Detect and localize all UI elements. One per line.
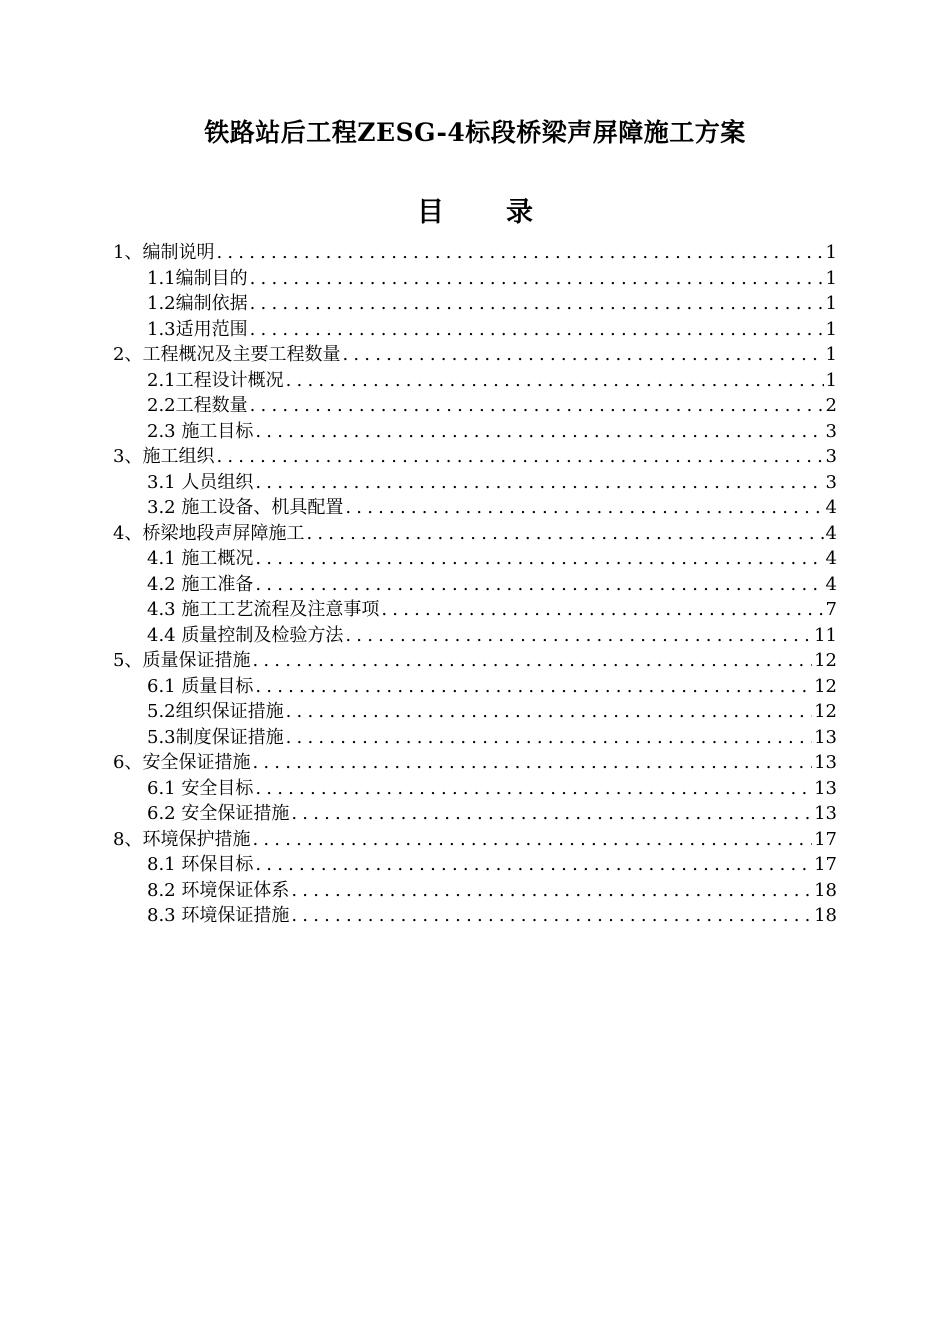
toc-entry[interactable] [113,674,837,700]
toc-heading [0,190,950,229]
toc-entry-label: 1、编制说明 [113,242,215,263]
toc-entry[interactable] [113,444,837,470]
toc-entry-label: 3、施工组织 [113,446,215,467]
toc-entry-page: 4 [825,522,837,544]
toc-entry-label: 1.2编制依据 [147,293,248,314]
toc-entry-label: 2.1工程设计概况 [147,369,284,391]
toc-entry-label: 4.1 施工概况 [147,548,254,569]
toc-entry[interactable] [113,776,837,802]
toc-entry-label: 4.2 施工准备 [147,573,254,595]
toc-leader-dots [291,903,812,929]
toc-leader-dots [291,801,812,827]
toc-entry-page: 12 [814,701,837,722]
toc-entry-page: 12 [814,675,837,697]
toc-entry-label: 8.1 环保目标 [147,854,254,875]
toc-entry-page: 17 [814,854,837,875]
toc-entry-label: 2、工程概况及主要工程数量 [113,344,341,365]
toc-entry[interactable] [113,903,837,929]
toc-entry[interactable] [113,470,837,496]
toc-entry[interactable] [113,699,837,725]
toc-entry[interactable] [113,546,837,572]
toc-entry[interactable] [113,240,837,266]
toc-leader-dots [255,776,812,802]
toc-entry[interactable] [113,750,837,776]
toc-entry-page: 1 [825,293,837,314]
toc-entry[interactable] [113,266,837,292]
toc-entry[interactable] [113,623,837,649]
toc-leader-dots [255,419,823,445]
toc-entry-page: 13 [814,752,837,773]
toc-entry-label: 6.1 安全目标 [147,777,254,799]
toc-entry-page: 4 [825,497,837,518]
table-of-contents [113,240,837,929]
toc-entry-label: 3.2 施工设备、机具配置 [147,497,344,518]
toc-heading-char-2: 录 [506,197,533,228]
toc-leader-dots [255,674,812,700]
toc-entry[interactable] [113,368,837,394]
toc-entry[interactable] [113,725,837,751]
toc-leader-dots [345,495,823,521]
toc-entry-label: 6.2 安全保证措施 [147,803,290,824]
toc-entry-page: 7 [825,599,837,620]
toc-entry-page: 4 [825,573,837,595]
toc-leader-dots [286,699,812,725]
toc-entry[interactable] [113,597,837,623]
toc-entry-page: 1 [825,344,837,365]
toc-entry-page: 3 [825,420,837,442]
toc-entry-page: 3 [825,471,837,493]
toc-entry-page: 13 [814,803,837,824]
toc-entry-page: 1 [825,267,837,289]
toc-entry[interactable] [113,291,837,317]
toc-entry-label: 6.1 质量目标 [147,675,254,697]
toc-entry-page: 1 [825,369,837,391]
toc-entry[interactable] [113,419,837,445]
toc-entry[interactable] [113,878,837,904]
toc-entry-label: 5、质量保证措施 [113,650,251,671]
toc-entry-page: 17 [814,828,837,850]
toc-entry-label: 3.1 人员组织 [147,471,254,493]
toc-leader-dots [342,342,823,368]
toc-leader-dots [216,240,823,266]
toc-entry[interactable] [113,317,837,343]
toc-entry-label: 8.3 环境保证措施 [147,905,290,926]
toc-leader-dots [250,266,824,292]
toc-entry-page: 11 [814,624,837,646]
toc-leader-dots [250,317,824,343]
toc-entry-label: 4.3 施工工艺流程及注意事项 [147,599,380,620]
toc-entry[interactable] [113,648,837,674]
toc-entry-label: 4、桥梁地段声屏障施工 [113,522,305,544]
toc-entry-page: 4 [825,548,837,569]
toc-entry[interactable] [113,521,837,547]
toc-entry-label: 8、环境保护措施 [113,828,251,850]
toc-entry[interactable] [113,827,837,853]
toc-entry-label: 5.3制度保证措施 [147,726,284,748]
toc-entry-page: 3 [825,446,837,467]
toc-leader-dots [286,368,824,394]
toc-leader-dots [255,546,823,572]
toc-entry-label: 6、安全保证措施 [113,752,251,773]
toc-leader-dots [345,623,812,649]
toc-leader-dots [252,750,812,776]
toc-entry-label: 2.3 施工目标 [147,420,254,442]
toc-entry[interactable] [113,393,837,419]
toc-entry-page: 1 [825,318,837,340]
toc-entry-page: 1 [825,242,837,263]
toc-leader-dots [252,827,812,853]
toc-leader-dots [250,393,824,419]
toc-entry[interactable] [113,572,837,598]
toc-entry[interactable] [113,801,837,827]
toc-leader-dots [306,521,823,547]
toc-entry[interactable] [113,495,837,521]
toc-leader-dots [216,444,823,470]
toc-leader-dots [381,597,823,623]
toc-leader-dots [291,878,812,904]
toc-entry[interactable] [113,342,837,368]
toc-entry-page: 18 [814,879,837,901]
toc-entry-page: 2 [825,395,837,416]
toc-entry-label: 1.3适用范围 [147,318,248,340]
document-title: 铁路站后工程ZESG-4标段桥梁声屏障施工方案 [204,118,746,147]
toc-entry-label: 1.1编制目的 [147,267,248,289]
toc-leader-dots [255,572,823,598]
toc-entry-page: 18 [814,905,837,926]
toc-leader-dots [286,725,812,751]
toc-leader-dots [250,291,824,317]
toc-entry-label: 2.2工程数量 [147,395,248,416]
toc-entry-page: 12 [814,650,837,671]
toc-entry-label: 5.2组织保证措施 [147,701,284,722]
toc-heading-char-1: 目 [417,197,444,228]
toc-leader-dots [255,470,823,496]
toc-entry-page: 13 [814,726,837,748]
toc-entry-page: 13 [814,777,837,799]
toc-leader-dots [255,852,812,878]
toc-leader-dots [252,648,812,674]
toc-entry-label: 4.4 质量控制及检验方法 [147,624,344,646]
toc-entry-label: 8.2 环境保证体系 [147,879,290,901]
toc-entry[interactable] [113,852,837,878]
